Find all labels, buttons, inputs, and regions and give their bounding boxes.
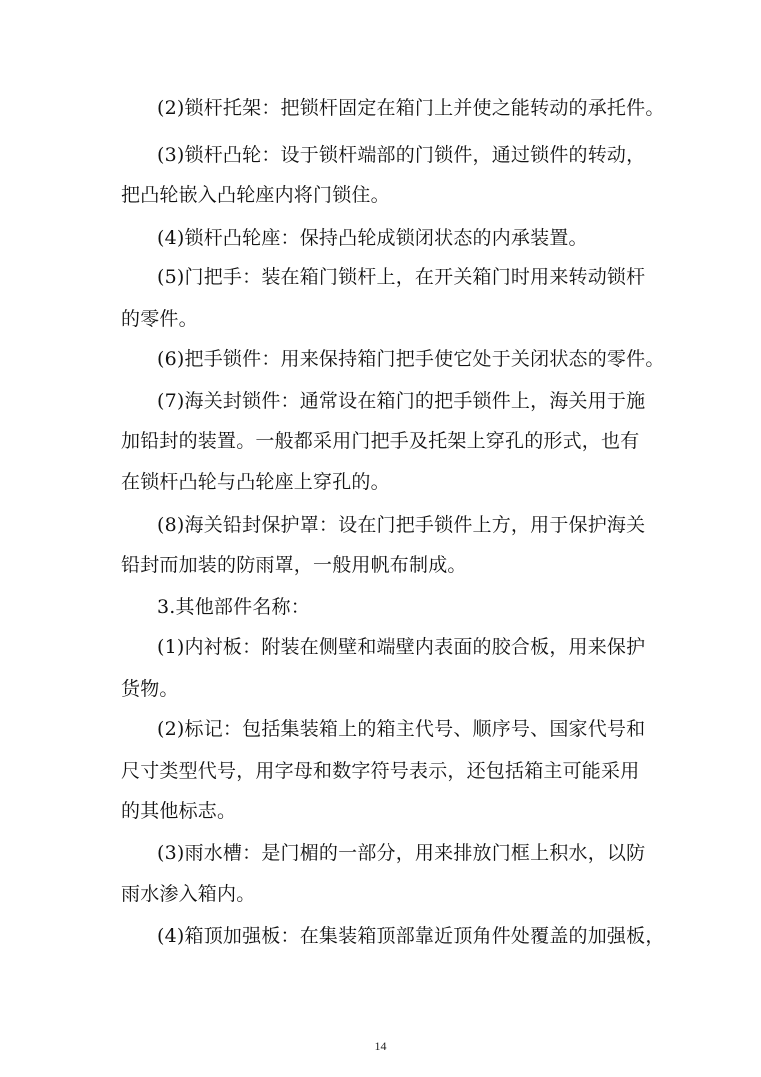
text-line: 把凸轮嵌入凸轮座内将门锁住。	[121, 184, 390, 206]
text-line: (7)海关封锁件：通常设在箱门的把手锁件上，海关用于施	[157, 390, 646, 412]
section-heading: 3.其他部件名称：	[157, 596, 310, 618]
text-line: 尺寸类型代号，用字母和数字符号表示，还包括箱主可能采用	[121, 760, 640, 782]
text-line: 铅封而加装的防雨罩，一般用帆布制成。	[121, 554, 467, 576]
text-line: (4)箱顶加强板：在集装箱顶部靠近顶角件处覆盖的加强板，	[157, 925, 665, 947]
text-line: (1)内衬板：附装在侧壁和端壁内表面的胶合板，用来保护	[157, 636, 646, 658]
text-line: 货物。	[121, 678, 179, 700]
text-line: (2)锁杆托架：把锁杆固定在箱门上并使之能转动的承托件。	[157, 97, 665, 119]
page-number: 14	[374, 1039, 387, 1053]
text-line: (4)锁杆凸轮座：保持凸轮成锁闭状态的内承装置。	[157, 227, 588, 249]
text-line: (5)门把手：装在箱门锁杆上，在开关箱门时用来转动锁杆	[157, 266, 646, 288]
text-line: 的零件。	[121, 308, 198, 330]
text-line: 雨水渗入箱内。	[121, 883, 256, 905]
text-line: (6)把手锁件：用来保持箱门把手使它处于关闭状态的零件。	[157, 348, 665, 370]
text-line: (3)锁杆凸轮：设于锁杆端部的门锁件，通过锁件的转动，	[157, 144, 646, 166]
text-line: 在锁杆凸轮与凸轮座上穿孔的。	[121, 471, 390, 493]
text-line: 加铅封的装置。一般都采用门把手及托架上穿孔的形式，也有	[121, 430, 640, 452]
text-line: (2)标记：包括集装箱上的箱主代号、顺序号、国家代号和	[157, 718, 646, 740]
text-line: (3)雨水槽：是门楣的一部分，用来排放门框上积水，以防	[157, 842, 646, 864]
text-line: 的其他标志。	[121, 800, 237, 822]
text-line: (8)海关铅封保护罩：设在门把手锁件上方，用于保护海关	[157, 514, 646, 536]
